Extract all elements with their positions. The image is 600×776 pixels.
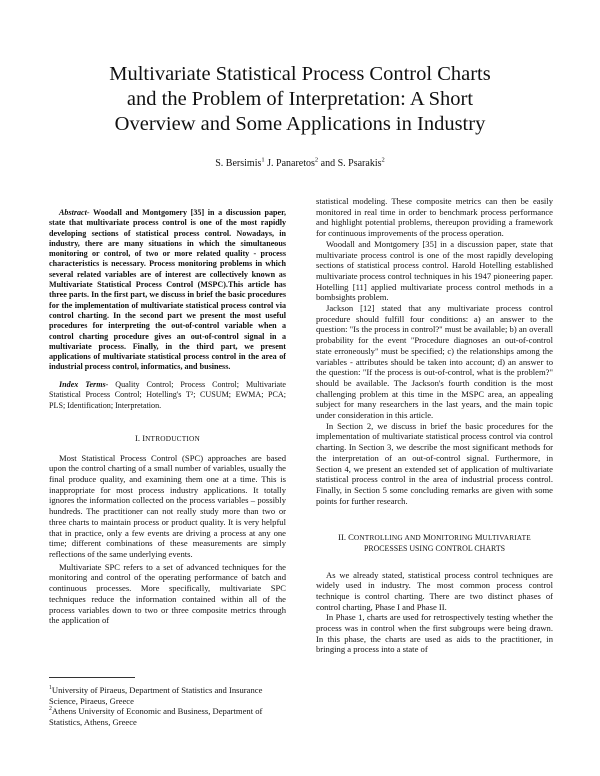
right-paragraph-1: statistical modeling. These composite metrics can then be easily monitored in real time in order to benchmark process performance and highlight potential problems, thereupon providing a framework for continuous improvements of the process operation. <box>316 196 553 239</box>
right-column <box>316 196 553 655</box>
right-paragraph-4: In Section 2, we discuss in brief the basic procedures for the implementation of multivariate statistical process control via control charting. In Section 3, we describe the most significant methods for the interpretation of an out-of-control signal. Furthermore, in Section 4, we present an extended set of application of multivariate statistical process control in the area of industrial process control. Finally, in Section 5 some concluding remarks are given with some points for further research. <box>316 420 553 506</box>
section2-paragraph-2: In Phase 1, charts are used for retrospectively testing whether the process was in control when the first subgroups were being drawn. In this phase, the charts are used as aids to the practitioner, in bringing a process into a state of <box>316 612 553 655</box>
author-list <box>0 158 600 169</box>
intro-paragraph-2: Multivariate SPC refers to a set of advanced techniques for the monitoring and control of the operating performance of batch and continuous processes. More specifically, multivariate SPC techniques reduce the information contained within all of the process variables down to two or three composite metrics through the application of <box>49 561 286 626</box>
author-1: S. Bersimis <box>215 158 262 169</box>
abstract <box>49 208 286 373</box>
footnotes <box>49 685 286 728</box>
author-2: J. Panaretos <box>264 158 315 169</box>
paper-title <box>40 62 560 137</box>
section2-paragraph-1: As we already stated, statistical process control techniques are widely used in industry. The most common process control technique is control charting. There are two distinct phases of control charting, Phase I and Phase II. <box>316 569 553 612</box>
footnote-2: $^2$Athens University of Economic and Business, Department of Statistics, Athens, Greece <box>49 706 263 728</box>
index-terms <box>49 380 286 411</box>
left-column <box>49 208 286 626</box>
abstract-text: Woodall and Montgomery [35] in a discussion paper, state that multivariate process control is one of the most rapidly developing sections of statistical process control. Nowadays, in industry, there are many situations in which the simultaneous monitoring or control, of two or more related quality - process characteristics is necessary. Process monitoring problems in which several related variables are of interest are collectively known as Multivariate Statistical Process Control (MSPC).This article has three parts. In the first part, we discuss in brief the basic procedures for the implementation of multivariate statistical process control via control charting. In the second part we present the most useful procedures for interpreting the out-of-control variable when a control charting procedure gives an out-of-control signal in a multivariate process. Finally, in the third part, we present applications of multivariate statistical process control in the area of industrial process control, informatics, and business. <box>49 208 286 372</box>
author-1-affiliation: 1 <box>261 156 265 164</box>
footnote-1: $^1$University of Piraeus, Department of Statistics and Insurance Science, Piraeus, Greece <box>49 685 263 706</box>
title-line-1: Multivariate Statistical Process Control Charts <box>109 63 491 85</box>
author-3: and S. Psarakis <box>318 158 382 169</box>
footnote-divider <box>49 677 135 678</box>
abstract-label: Abstract- <box>59 208 90 217</box>
section-heading-introduction: I. INTRODUCTION <box>135 432 200 443</box>
intro-paragraph-1: Most Statistical Process Control (SPC) approaches are based upon the control charting of a small number of variables, usually the final produce quality, and examining them one at a time. This is inappropriate for most process industry applications. It totally ignores the information collected on the process variables – possibly hundreds. The practitioner can not really study more than two or three charts to maintain process or product quality. It is very helpful that in practice, only a few events are driving a process at any one time; different combinations of these measurements are simply reflections of the same underlying events. <box>49 452 286 559</box>
right-paragraph-2: Woodall and Montgomery [35] in a discussion paper, state that multivariate process control is one of the most rapidly developing sections of statistical process control. Harold Hotelling established multivariate process control techniques in his 1947 pioneering paper. Hotelling [11] applied multivariate process control methods in a bombsights problem. <box>316 238 553 303</box>
index-terms-label: Index Terms- <box>59 379 109 389</box>
index-terms-text: Quality Control; Process Control; Multivariate Statistical Process Control; Hotelling's T²; CUSUM; EWMA; PCA; PLS; Identification; Interpretation. <box>49 379 286 410</box>
title-line-2: and the Problem of Interpretation: A Short <box>126 88 474 110</box>
section-heading-2-line-1: II. CONTROLLING AND MONITORING MULTIVARIATE <box>338 532 531 543</box>
right-paragraph-3: Jackson [12] stated that any multivariate process control procedure should fulfill four conditions: a) an answer to the question: "Is the process in control?" must be available; b) an overall probability for the event "Procedure diagnoses an out-of-control state erroneously" must be specified; c) the relationships among the variables - attributes should be taken into account; d) an answer to the question: "If the process is out-of-control, what is the problem?" should be available. The Jackson's fourth condition is the most challenging problem at this time in the MSPC area, an appealing subject for many researchers in the last years, and the main topic under consideration in this article. <box>316 303 553 421</box>
author-3-affiliation: 2 <box>381 156 385 164</box>
author-2-affiliation: 2 <box>314 156 319 164</box>
section-heading-2-line-2: PROCESSES USING CONTROL CHARTS <box>363 544 506 554</box>
title-line-3: Overview and Some Applications in Industry <box>114 113 486 135</box>
